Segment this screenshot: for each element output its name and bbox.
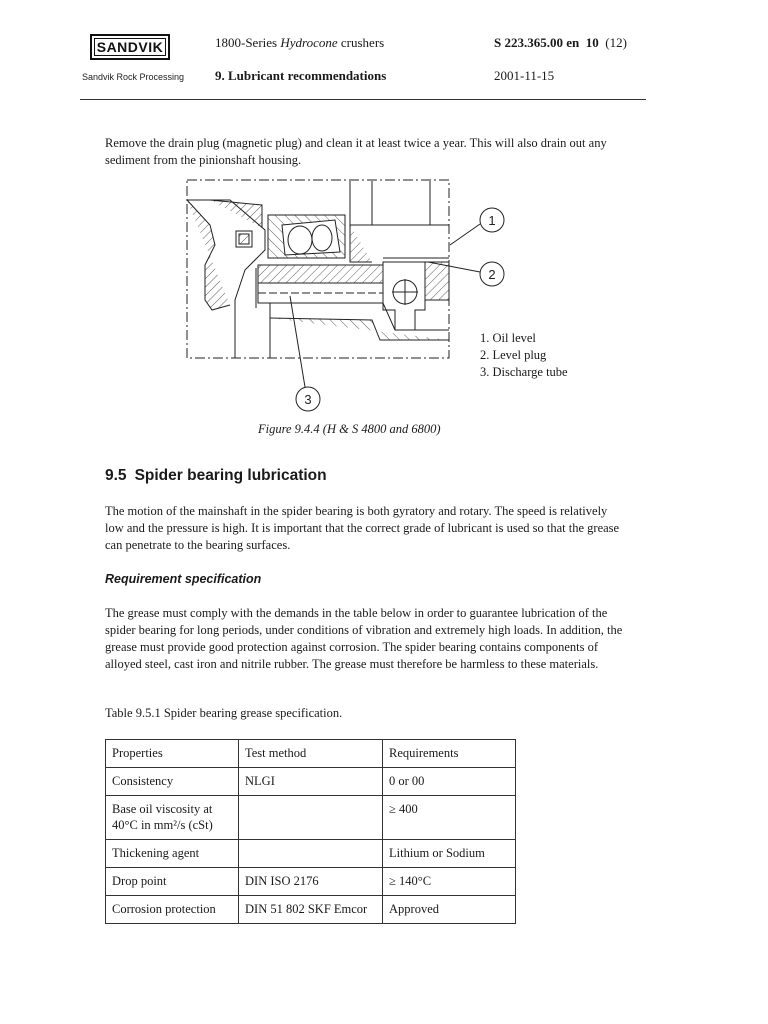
table-cell: Consistency [106, 768, 239, 796]
table-cell: Drop point [106, 868, 239, 896]
callout-1-label: 1 [488, 213, 496, 228]
grease-spec-table [105, 739, 516, 924]
table-cell: DIN 51 802 SKF Emcor [239, 896, 383, 924]
table-cell: Base oil viscosity at 40°C in mm²/s (cSt) [106, 796, 239, 840]
legend-item: 2. Level plug [480, 348, 547, 362]
table-header-cell: Requirements [383, 740, 516, 768]
legend-item: 1. Oil level [480, 331, 536, 345]
table-cell [239, 840, 383, 868]
table-cell: 0 or 00 [383, 768, 516, 796]
table-cell [239, 796, 383, 840]
table-cell: ≥ 400 [383, 796, 516, 840]
table-header-cell: Test method [239, 740, 383, 768]
subheading: Requirement specification [105, 572, 262, 586]
requirement-paragraph: The grease must comply with the demands in the table below in order to guarantee lubrication of the spider bearing for long periods, under conditions of vibration and extremely high loads. In addition, the grease must provide good protection against corrosion. The spider bearing contains components of alloyed steel, cast iron and nitrile rubber. The grease must therefore be harmless to these materials. [105, 606, 623, 671]
table-cell: NLGI [239, 768, 383, 796]
section-heading [105, 467, 335, 485]
document-number: S 223.365.00 en 10 (12) [494, 35, 627, 50]
table-cell: DIN ISO 2176 [239, 868, 383, 896]
figure-legend [480, 330, 568, 381]
intro-paragraph: Remove the drain plug (magnetic plug) and clean it at least twice a year. This will also drain out any sediment from the pinionshaft housing. [105, 136, 607, 167]
document-title: 1800-Series Hydrocone crushers [215, 35, 385, 50]
total-pages: (12) [605, 35, 627, 50]
figure-caption: Figure 9.4.4 (H & S 4800 and 6800) [258, 422, 441, 436]
section-paragraph: The motion of the mainshaft in the spider bearing is both gyratory and rotary. The speed is relatively low and the pressure is high. It is important that the correct grade of lubricant is used so that the grease can penetrate to the bearing surfaces. [105, 504, 620, 552]
logo-text: SANDVIK [96, 39, 164, 55]
section-number: 9.5 [105, 467, 127, 484]
legend-item: 3. Discharge tube [480, 365, 568, 379]
callout-3-label: 3 [304, 392, 312, 407]
table-cell: ≥ 140°C [383, 868, 516, 896]
table-row [106, 868, 516, 896]
logo-subtitle: Sandvik Rock Processing [82, 72, 185, 82]
document-date: 2001-11-15 [494, 68, 555, 83]
table-header-row [106, 740, 516, 768]
table-cell: Corrosion protection [106, 896, 239, 924]
table-caption: Table 9.5.1 Spider bearing grease specification. [105, 706, 343, 720]
table-row [106, 768, 516, 796]
callout-2-label: 2 [488, 267, 496, 282]
table-row [106, 896, 516, 924]
page-number: 10 [585, 35, 599, 50]
table-row [106, 796, 516, 840]
table-row [106, 840, 516, 868]
section-title: 9. Lubricant recommendations [215, 68, 387, 83]
section-heading-text: Spider bearing lubrication [134, 467, 327, 484]
table-header-cell: Properties [106, 740, 239, 768]
table-cell: Lithium or Sodium [383, 840, 516, 868]
table-cell: Approved [383, 896, 516, 924]
product-name: Hydrocone [280, 35, 338, 50]
table-cell: Thickening agent [106, 840, 239, 868]
